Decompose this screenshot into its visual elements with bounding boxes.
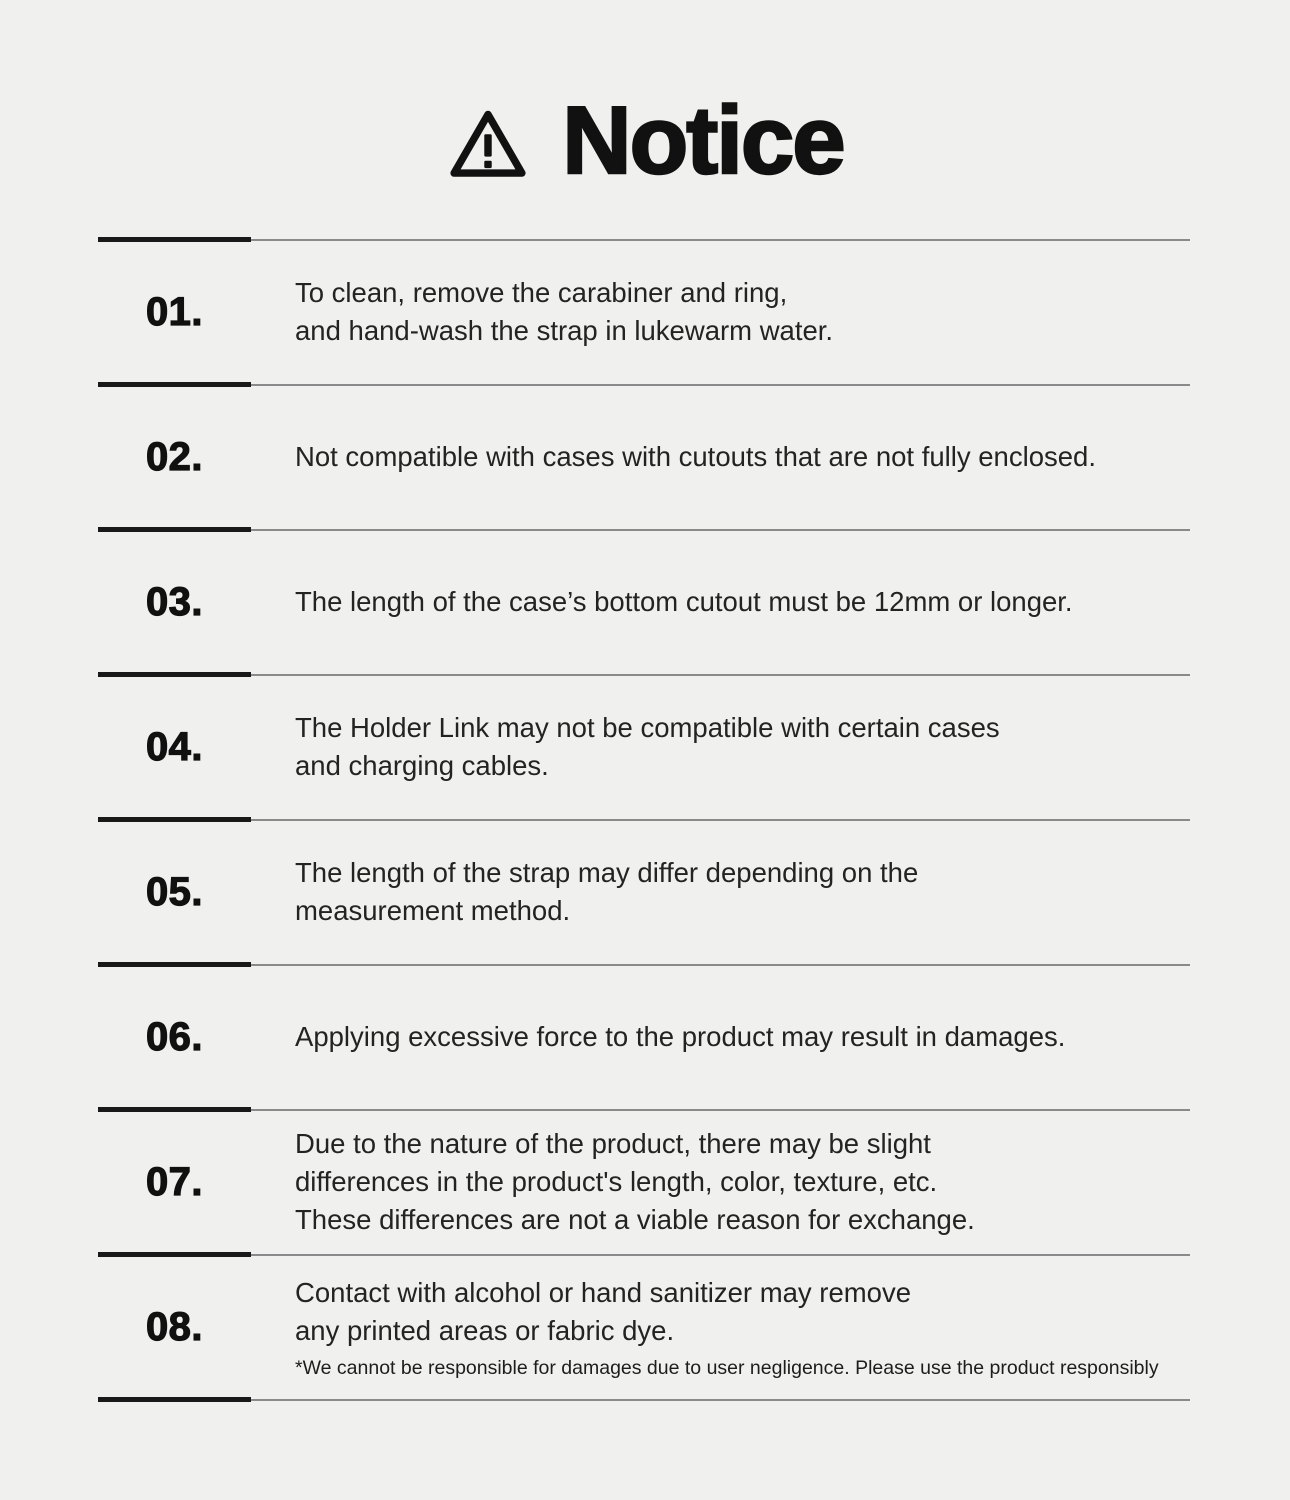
divider-bold-segment <box>98 817 251 822</box>
notice-text <box>295 709 1000 785</box>
divider-bold-segment <box>98 1252 251 1257</box>
notice-row <box>98 1107 1190 1252</box>
divider-bold-segment <box>98 382 251 387</box>
notice-number: 07. <box>145 1159 204 1204</box>
notice-line: Applying excessive force to the product may result in damages. <box>295 1021 1066 1052</box>
divider-bold-segment <box>98 237 251 242</box>
notice-footnote: *We cannot be responsible for damages due to user negligence. Please use the product responsibly <box>295 1356 1159 1379</box>
notice-row <box>98 672 1190 817</box>
bottom-divider <box>98 1397 1190 1402</box>
notice-text <box>295 274 833 350</box>
notice-line: Due to the nature of the product, there may be slight <box>295 1128 931 1159</box>
notice-text <box>295 1018 1065 1056</box>
warning-triangle-icon <box>446 107 530 183</box>
page-header <box>0 0 1290 237</box>
divider-thin-segment <box>251 819 1190 821</box>
divider-bold-segment <box>98 1397 251 1402</box>
notice-number: 01. <box>145 289 204 334</box>
divider-thin-segment <box>251 1399 1190 1401</box>
notice-line: Contact with alcohol or hand sanitizer may remove <box>295 1276 911 1308</box>
divider-thin-segment <box>251 239 1190 241</box>
notice-row <box>98 527 1190 672</box>
divider-bold-segment <box>98 672 251 677</box>
notice-number: 08. <box>145 1304 204 1349</box>
notice-line: and charging cables. <box>295 750 549 781</box>
notice-text <box>295 1125 975 1239</box>
notice-line: differences in the product's length, color, texture, etc. <box>295 1166 938 1197</box>
notice-text <box>295 854 918 930</box>
notice-line: Not compatible with cases with cutouts that are not fully enclosed. <box>295 441 1096 472</box>
notice-line: The length of the case’s bottom cutout must be 12mm or longer. <box>295 586 1073 617</box>
notice-line: These differences are not a viable reason for exchange. <box>295 1204 975 1235</box>
divider-thin-segment <box>251 384 1190 386</box>
notice-number: 06. <box>145 1014 204 1059</box>
divider-thin-segment <box>251 1109 1190 1111</box>
divider-bold-segment <box>98 962 251 967</box>
notice-line: and hand-wash the strap in lukewarm water. <box>295 315 834 346</box>
divider-bold-segment <box>98 527 251 532</box>
notice-line: To clean, remove the carabiner and ring, <box>295 277 788 308</box>
divider-thin-segment <box>251 674 1190 676</box>
notice-line: measurement method. <box>295 895 571 926</box>
divider-bold-segment <box>98 1107 251 1112</box>
notice-text <box>295 583 1073 621</box>
notice-number: 04. <box>145 724 204 769</box>
notice-text <box>295 438 1096 476</box>
notice-number: 03. <box>145 579 204 624</box>
notice-number: 02. <box>145 434 204 479</box>
notice-list <box>98 237 1190 1402</box>
notice-text <box>295 1274 1159 1381</box>
notice-line: The Holder Link may not be compatible with certain cases <box>295 712 1000 743</box>
divider-thin-segment <box>251 1254 1190 1256</box>
notice-row <box>98 237 1190 382</box>
notice-number: 05. <box>145 869 204 914</box>
divider-thin-segment <box>251 964 1190 966</box>
notice-line: The length of the strap may differ depending on the <box>295 857 919 888</box>
notice-line: any printed areas or fabric dye. <box>295 1314 675 1346</box>
notice-row <box>98 1252 1190 1397</box>
page-title: Notice <box>562 86 844 194</box>
notice-row <box>98 382 1190 527</box>
divider-thin-segment <box>251 529 1190 531</box>
notice-row <box>98 817 1190 962</box>
notice-row <box>98 962 1190 1107</box>
